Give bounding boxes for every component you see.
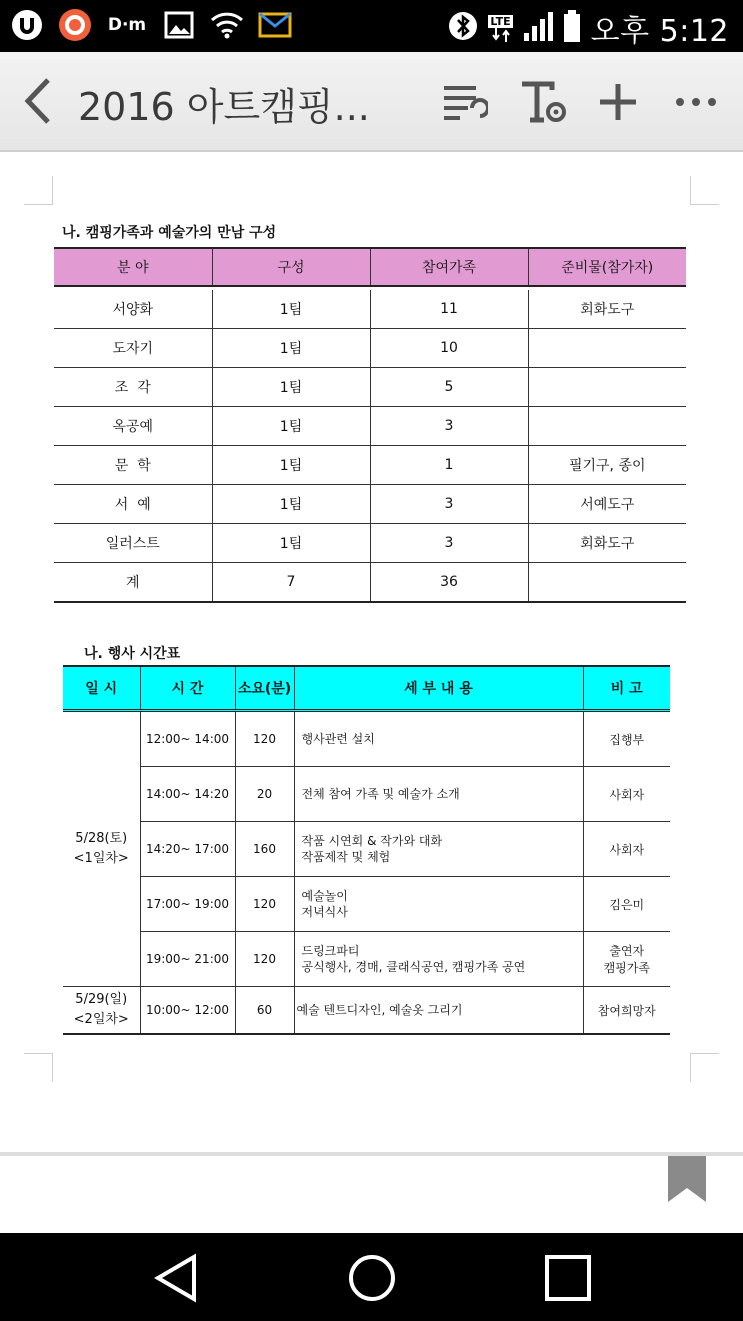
table-cell: 조 각 [54, 368, 212, 407]
table-cell: 옥공예 [54, 407, 212, 446]
note-line: 출연자 [609, 944, 645, 958]
day1-cell [63, 711, 140, 987]
note-cell [583, 932, 670, 987]
column-header: 참여가족 [370, 248, 528, 286]
table-cell: 일러스트 [54, 524, 212, 563]
detail-line: 예술놀이 [301, 889, 348, 903]
time-cell: 12:00~ 14:00 [140, 711, 235, 767]
family-artist-table [54, 247, 686, 603]
more-options-button[interactable] [672, 80, 720, 124]
column-header: 세 부 내 용 [294, 666, 583, 711]
home-nav-icon [342, 1253, 402, 1303]
table-cell: 5 [370, 368, 528, 407]
battery-icon [563, 10, 581, 46]
note-cell: 사회자 [583, 767, 670, 822]
table-row [63, 767, 670, 822]
column-header: 비 고 [583, 666, 670, 711]
table-cell [528, 563, 686, 603]
table-cell: 서예도구 [528, 485, 686, 524]
signal-icon [523, 11, 553, 45]
crop-mark-bottom-right [690, 1053, 719, 1082]
back-button[interactable] [18, 76, 62, 126]
crop-mark-bottom-left [24, 1053, 53, 1082]
day1-date: 5/28(토) [75, 831, 128, 846]
o-record-icon [58, 8, 92, 42]
table-total-row [54, 563, 686, 603]
chevron-left-icon [18, 76, 62, 126]
detail-line: 공식행사, 경매, 클래식공연, 캠핑가족 공연 [301, 960, 526, 974]
table-cell: 3 [370, 485, 528, 524]
reflow-text-icon [440, 80, 488, 124]
add-icon [596, 80, 640, 124]
table-cell: 필기구, 종이 [528, 446, 686, 485]
table-row [54, 407, 686, 446]
detail-cell [294, 711, 583, 767]
notification-icons [10, 8, 292, 42]
table1-heading: 나. 캠핑가족과 예술가의 만남 구성 [62, 225, 277, 241]
duration-cell: 120 [235, 711, 294, 767]
time-cell: 10:00~ 12:00 [140, 987, 235, 1035]
crop-mark-top-left [24, 176, 53, 205]
duration-cell: 120 [235, 877, 294, 932]
detail-cell [294, 877, 583, 932]
table-cell: 회화도구 [528, 290, 686, 329]
note-cell: 김은미 [583, 877, 670, 932]
time-cell: 14:20~ 17:00 [140, 822, 235, 877]
day2-label: <2일차> [73, 1012, 129, 1027]
back-nav-icon [150, 1253, 210, 1303]
table-cell: 1팀 [212, 485, 370, 524]
u-plus-icon [10, 8, 44, 42]
detail-line: 전체 참여 가족 및 예술가 소개 [301, 787, 460, 801]
detail-line: 드링크파티 [301, 944, 360, 958]
recents-nav-icon [538, 1253, 598, 1303]
note-cell: 사회자 [583, 822, 670, 877]
detail-cell [294, 987, 583, 1035]
day1-label: <1일차> [73, 851, 129, 866]
table-cell [528, 329, 686, 368]
schedule-table [63, 665, 670, 1035]
table-cell: 도자기 [54, 329, 212, 368]
document-page[interactable] [0, 152, 743, 1152]
column-header: 시 간 [140, 666, 235, 711]
column-header: 일 시 [63, 666, 140, 711]
day2-date: 5/29(일) [75, 992, 128, 1007]
table-cell [528, 368, 686, 407]
table-cell: 계 [54, 563, 212, 603]
gallery-icon [162, 8, 196, 42]
table-cell: 문 학 [54, 446, 212, 485]
day2-cell [63, 987, 140, 1035]
note-cell: 집행부 [583, 711, 670, 767]
table-cell: 3 [370, 407, 528, 446]
navigation-bar [0, 1233, 743, 1321]
document-title: 2016 아트캠핑... [78, 85, 370, 129]
bluetooth-icon [448, 9, 478, 47]
table-row [63, 932, 670, 987]
daum-icon [106, 8, 148, 42]
table-row [63, 987, 670, 1035]
table-cell: 3 [370, 524, 528, 563]
table-cell: 1팀 [212, 446, 370, 485]
table-cell: 10 [370, 329, 528, 368]
table-cell: 7 [212, 563, 370, 603]
text-settings-icon [518, 80, 568, 124]
bookmark-icon [668, 1156, 706, 1202]
detail-line: 예술 텐트디자인, 예술옷 그리기 [296, 1003, 463, 1017]
table-cell: 1 [370, 446, 528, 485]
table-row [54, 329, 686, 368]
column-header: 소요(분) [235, 666, 294, 711]
table-cell: 서 예 [54, 485, 212, 524]
table-cell: 서양화 [54, 290, 212, 329]
detail-cell [294, 932, 583, 987]
text-settings-button[interactable] [518, 80, 566, 124]
table-row [54, 290, 686, 329]
table-cell: 1팀 [212, 368, 370, 407]
note-cell: 참여희망자 [583, 987, 670, 1035]
back-nav-button[interactable] [150, 1253, 210, 1303]
network-label: LTE [490, 14, 511, 28]
detail-line: 작품제작 및 체험 [301, 850, 391, 864]
crop-mark-top-right [690, 176, 719, 205]
page-divider [0, 1152, 743, 1156]
table-row [63, 877, 670, 932]
status-bar [0, 0, 743, 52]
app-bar [0, 52, 743, 152]
wifi-icon [210, 8, 244, 42]
detail-line: 작품 시연회 & 작가와 대화 [301, 834, 443, 848]
reflow-text-button[interactable] [440, 80, 488, 124]
daum-label: D·m [107, 15, 147, 35]
note-line: 캠핑가족 [603, 961, 650, 975]
bookmark-button[interactable] [668, 1156, 706, 1202]
table-header-row [63, 666, 670, 711]
more-icon [672, 80, 720, 124]
column-header: 분 야 [54, 248, 212, 286]
table-cell: 회화도구 [528, 524, 686, 563]
table-cell [528, 407, 686, 446]
table-cell: 11 [370, 290, 528, 329]
duration-cell: 20 [235, 767, 294, 822]
table-cell: 36 [370, 563, 528, 603]
time-cell: 17:00~ 19:00 [140, 877, 235, 932]
table-row [54, 446, 686, 485]
home-nav-button[interactable] [342, 1253, 402, 1303]
table-cell: 1팀 [212, 290, 370, 329]
detail-line: 행사관련 설치 [301, 732, 375, 746]
table-row [54, 524, 686, 563]
clock: 오후 5:12 [590, 14, 729, 49]
table2-heading: 나. 행사 시간표 [84, 646, 181, 662]
add-button[interactable] [596, 80, 644, 124]
table-row [63, 711, 670, 767]
table-cell: 1팀 [212, 524, 370, 563]
duration-cell: 60 [235, 987, 294, 1035]
table-cell: 1팀 [212, 407, 370, 446]
recents-nav-button[interactable] [538, 1253, 598, 1303]
column-header: 구성 [212, 248, 370, 286]
mail-icon [258, 8, 292, 42]
table-row [54, 368, 686, 407]
duration-cell: 120 [235, 932, 294, 987]
lte-icon [488, 15, 512, 42]
table-row [54, 485, 686, 524]
system-icons [448, 6, 729, 50]
detail-cell [294, 767, 583, 822]
table-row [63, 822, 670, 877]
column-header: 준비물(참가자) [528, 248, 686, 286]
time-cell: 14:00~ 14:20 [140, 767, 235, 822]
table-header-row [54, 248, 686, 286]
table-cell: 1팀 [212, 329, 370, 368]
duration-cell: 160 [235, 822, 294, 877]
detail-cell [294, 822, 583, 877]
detail-line: 저녁식사 [301, 905, 348, 919]
time-cell: 19:00~ 21:00 [140, 932, 235, 987]
